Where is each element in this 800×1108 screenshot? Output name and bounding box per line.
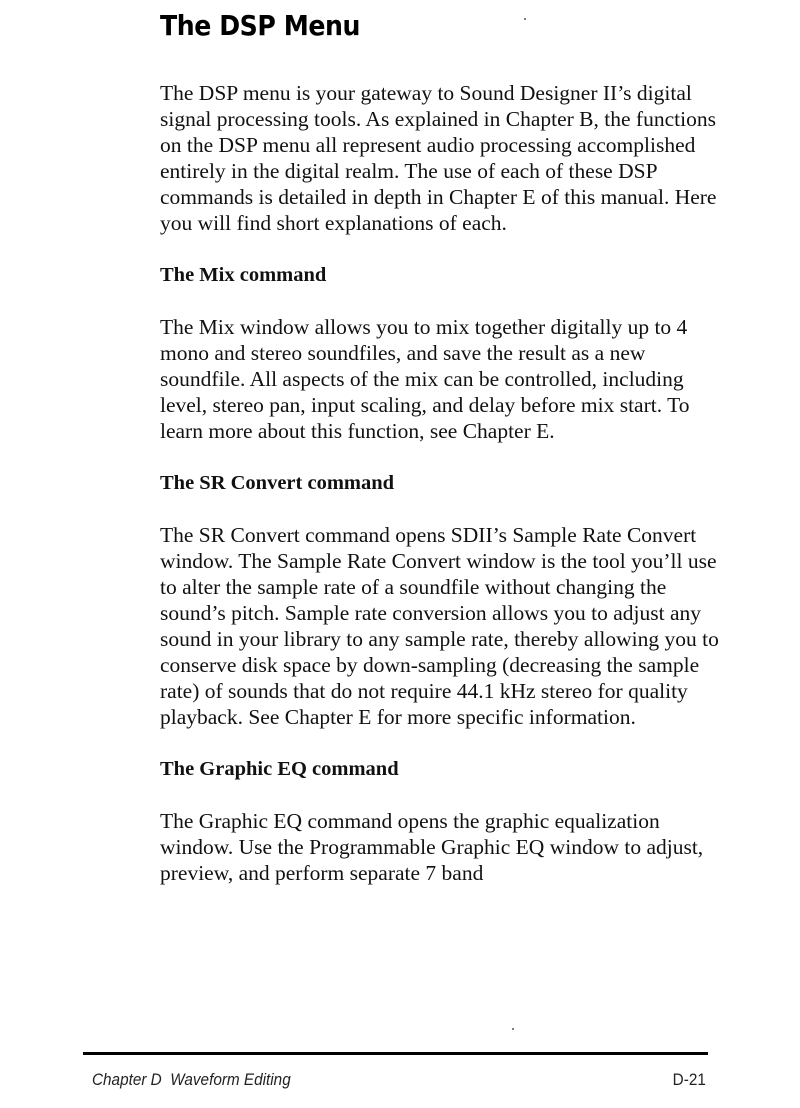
- graphic-eq-paragraph: The Graphic EQ command opens the graphic equalization window. Use the Programmable Graphic EQ window to adjust, preview, and perform separate 7 band: [160, 809, 704, 885]
- footer-chapter-label: Chapter D Waveform Editing: [92, 1070, 291, 1089]
- section-heading-mix: The Mix command: [160, 264, 327, 286]
- intro-paragraph: The DSP menu is your gateway to Sound Designer II’s digital signal processing tools. As explained in Chapter B, the functions on the DSP menu all represent audio processing accomplished entirely in the digital realm. The use of each of these DSP commands is detailed in depth in Chapter E of this manual. Here you will find short explanations of each.: [160, 81, 717, 235]
- scan-speck: [524, 18, 526, 20]
- scan-speck: [512, 1028, 514, 1030]
- section-heading-graphic-eq: The Graphic EQ command: [160, 758, 399, 780]
- footer-rule: [83, 1052, 708, 1055]
- section-heading-sr-convert: The SR Convert command: [160, 472, 395, 494]
- footer-page-number: D-21: [672, 1070, 706, 1089]
- page-title: The DSP Menu: [160, 9, 360, 42]
- page-body: [160, 80, 730, 912]
- sr-convert-paragraph: The SR Convert command opens SDII’s Sample Rate Convert window. The Sample Rate Convert window is the tool you’ll use to alter the sample rate of a soundfile without changing the sound’s pitch. Sample rate conversion allows you to adjust any sound in your library to any sample rate, thereby allowing you to conserve disk space by down-sampling (decreasing the sample rate) of sounds that do not require 44.1 kHz stereo for quality playback. See Chapter E for more specific information.: [160, 523, 719, 729]
- mix-paragraph: The Mix window allows you to mix together digitally up to 4 mono and stereo soundfiles, and save the result as a new soundfile. All aspects of the mix can be controlled, including level, stereo pan, input scaling, and delay before mix start. To learn more about this function, see Chapter E.: [160, 315, 690, 443]
